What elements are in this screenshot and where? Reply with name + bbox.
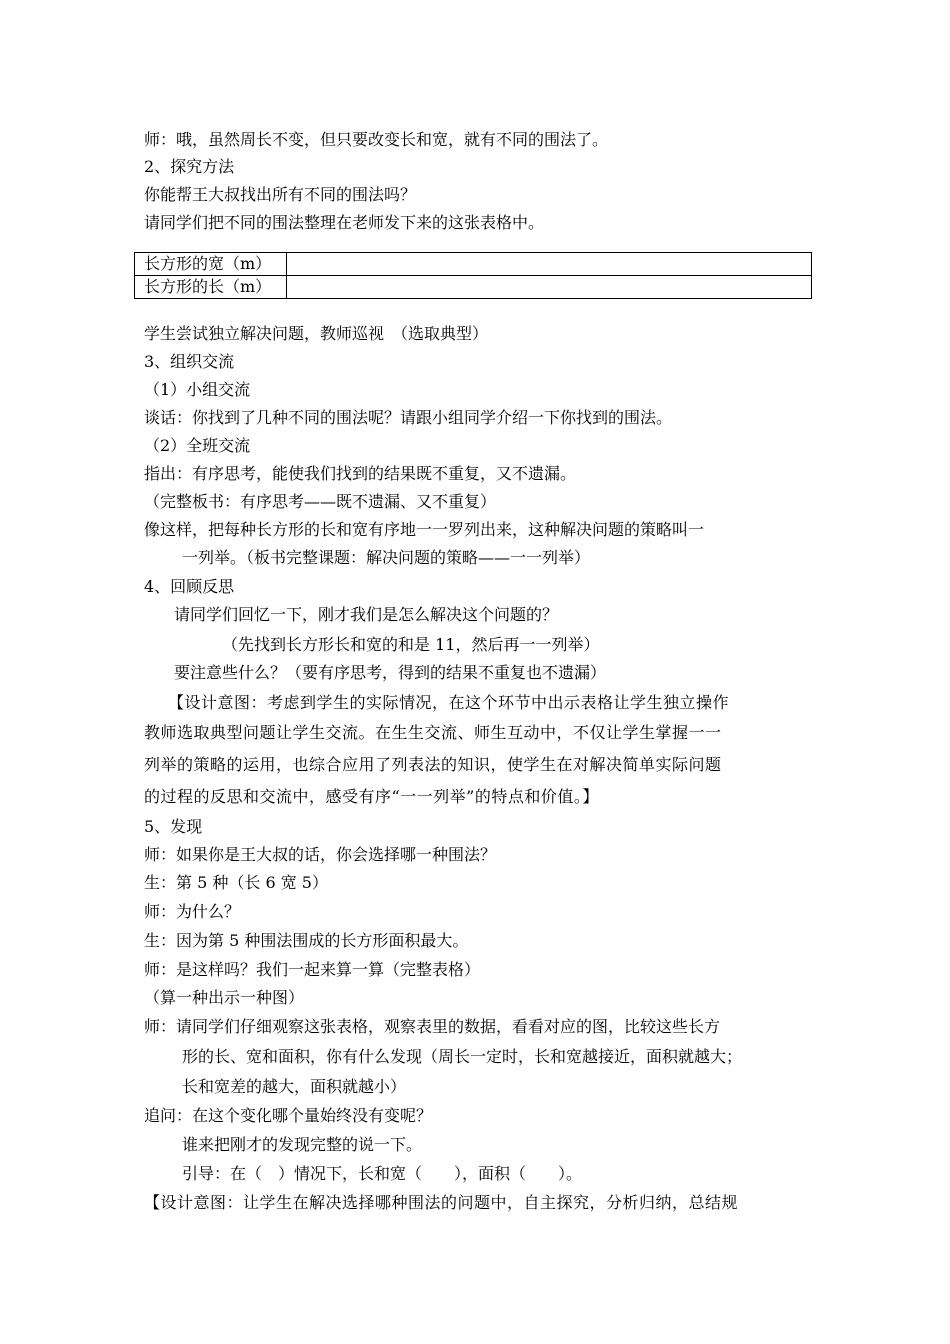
design-intent: 列举的策略的运用，也综合应用了列表法的知识，使学生在对解决简单实际问题 bbox=[144, 755, 722, 774]
text-line: （先找到长方形长和宽的和是 11，然后再一一列举） bbox=[222, 635, 600, 654]
design-intent: 的过程的反思和交流中，感受有序“一一列举”的特点和价值。】 bbox=[144, 787, 599, 806]
table-cell-value[interactable] bbox=[287, 276, 812, 299]
text-line: （2）全班交流 bbox=[144, 436, 251, 455]
text-line: 生：因为第 5 种围法围成的长方形面积最大。 bbox=[144, 931, 469, 950]
text-line: 学生尝试独立解决问题，教师巡视 （选取典型） bbox=[144, 324, 489, 343]
text-line: （算一种出示一种图） bbox=[144, 988, 305, 1007]
section-heading: 4、回顾反思 bbox=[144, 577, 235, 596]
table-cell-label: 长方形的宽（m） bbox=[135, 253, 287, 276]
text-line: 请同学们回忆一下，刚才我们是怎么解决这个问题的？ bbox=[174, 605, 559, 624]
text-line: （完整板书：有序思考——既不遗漏、又不重复） bbox=[144, 492, 497, 511]
text-line: 要注意些什么？（要有序思考，得到的结果不重复也不遗漏） bbox=[174, 663, 607, 682]
table-row bbox=[135, 276, 812, 299]
design-intent: 【设计意图：考虑到学生的实际情况，在这个环节中出示表格让学生独立操作 bbox=[168, 693, 730, 712]
text-line: 谁来把刚才的发现完整的说一下。 bbox=[182, 1135, 423, 1154]
text-line: 追问：在这个变化哪个量始终没有变呢？ bbox=[144, 1106, 433, 1125]
text-line: 师：是这样吗？我们一起来算一算（完整表格） bbox=[144, 960, 481, 979]
text-line: 请同学们把不同的围法整理在老师发下来的这张表格中。 bbox=[144, 213, 545, 232]
text-line: 引导：在（ ）情况下，长和宽（ ），面积（ ）。 bbox=[182, 1164, 583, 1183]
text-line: 形的长、宽和面积，你有什么发现（周长一定时，长和宽越接近，面积就越大； bbox=[182, 1047, 743, 1066]
text-line: 师：哦，虽然周长不变，但只要改变长和宽，就有不同的围法了。 bbox=[144, 130, 609, 149]
text-line: 师：如果你是王大叔的话，你会选择哪一种围法？ bbox=[144, 845, 497, 864]
section-heading: 5、发现 bbox=[144, 817, 203, 836]
text-line: 一列举。（板书完整课题：解决问题的策略——一一列举） bbox=[182, 548, 591, 567]
text-line: 师：为什么？ bbox=[144, 902, 241, 921]
section-heading: 3、组织交流 bbox=[144, 352, 235, 371]
section-heading: 2、探究方法 bbox=[144, 157, 235, 176]
design-intent: 【设计意图：让学生在解决选择哪种围法的问题中，自主探究，分析归纳，总结规 bbox=[144, 1193, 739, 1212]
text-line: （1）小组交流 bbox=[144, 380, 251, 399]
text-line: 生：第 5 种（长 6 宽 5） bbox=[144, 873, 328, 892]
table-cell-value[interactable] bbox=[287, 253, 812, 276]
design-intent: 教师选取典型问题让学生交流。在生生交流、师生互动中，不仅让学生掌握一一 bbox=[144, 723, 722, 742]
text-line: 师：请同学们仔细观察这张表格，观察表里的数据，看看对应的图，比较这些长方 bbox=[144, 1017, 721, 1036]
text-line: 谈话：你找到了几种不同的围法呢？请跟小组同学介绍一下你找到的围法。 bbox=[144, 408, 673, 427]
text-line: 长和宽差的越大，面积就越小） bbox=[182, 1077, 407, 1096]
text-line: 指出：有序思考，能使我们找到的结果既不重复，又不遗漏。 bbox=[144, 464, 577, 483]
table-row bbox=[135, 253, 812, 276]
text-line: 像这样，把每种长方形的长和宽有序地一一罗列出来，这种解决问题的策略叫一 bbox=[144, 520, 705, 539]
width-length-table bbox=[134, 252, 812, 299]
text-line: 你能帮王大叔找出所有不同的围法吗？ bbox=[144, 185, 417, 204]
table-cell-label: 长方形的长（m） bbox=[135, 276, 287, 299]
